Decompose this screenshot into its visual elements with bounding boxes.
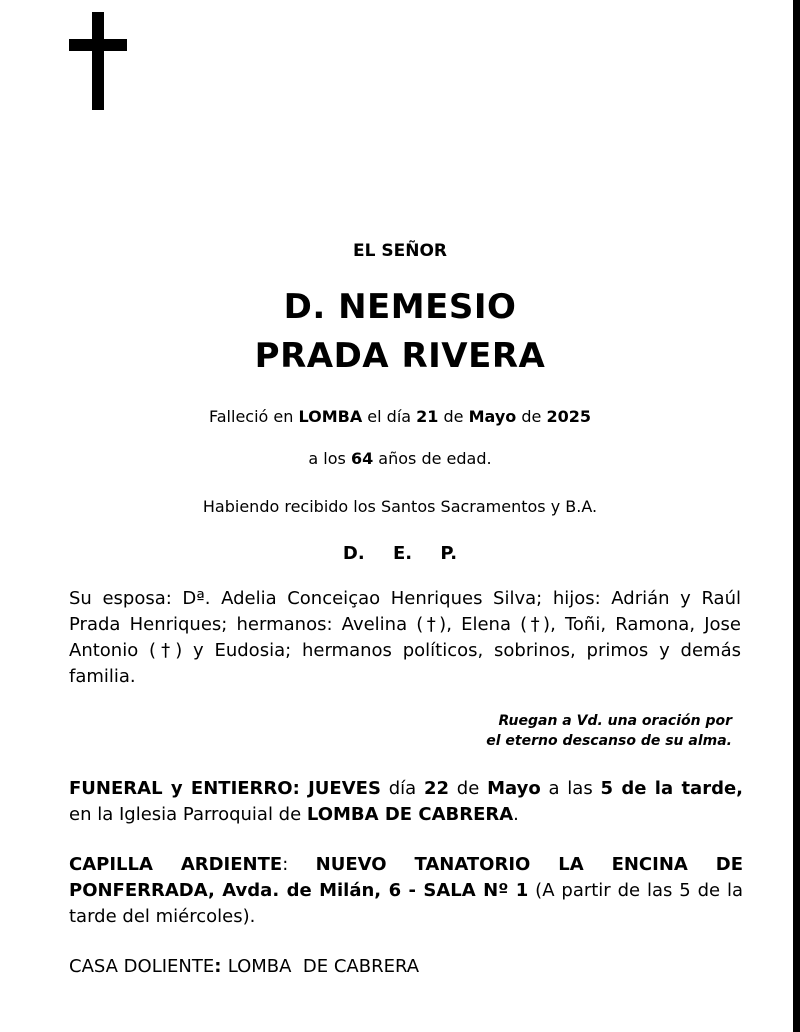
prayer-line2: el eterno descanso de su alma. (486, 733, 732, 749)
funeral-label: FUNERAL y ENTIERRO: JUEVES (69, 778, 381, 799)
death-day: 21 (416, 407, 439, 426)
prayer-line1: Ruegan a Vd. una oración por (498, 713, 732, 729)
death-info: Falleció en LOMBA el día 21 de Mayo de 2025 (209, 407, 591, 426)
age-years: 64 (350, 449, 374, 468)
casa-label: CASA DOLIENTE (69, 956, 215, 977)
funeral-paragraph: FUNERAL y ENTIERRO: JUEVES día 22 de Mayo a las 5 de la tarde, en la Iglesia Parroquial de LOMBA DE CABRERA. (69, 778, 744, 825)
age-info: a los 64 años de edad. (308, 449, 492, 468)
capilla-label: CAPILLA ARDIENTE (69, 854, 283, 875)
dep-line: D. E. P. (342, 543, 458, 564)
prayer-request (332, 711, 732, 751)
death-month: Mayo (468, 407, 517, 426)
casa-place: LOMBA DE CABRERA (227, 956, 420, 977)
capilla-place: NUEVO TANATORIO LA ENCINA DE PONFERRADA, Avda. de Milán, 6 - SALA Nº 1 (69, 854, 743, 901)
capilla-paragraph: CAPILLA ARDIENTE: NUEVO TANATORIO LA ENCINA DE PONFERRADA, Avda. de Milán, 6 - SALA Nº 1 (A partir de las 5 de la tarde del miércoles). (69, 854, 743, 927)
funeral-time: 5 de la tarde, (600, 778, 744, 799)
deceased-name-line2: PRADA RIVERA (254, 336, 546, 376)
heading: EL SEÑOR (353, 241, 447, 261)
casa-doliente: CASA DOLIENTE: LOMBA DE CABRERA (69, 956, 420, 977)
deceased-name-line1: D. NEMESIO (283, 287, 517, 327)
death-place: LOMBA (298, 407, 363, 426)
death-year: 2025 (546, 407, 591, 426)
funeral-place: LOMBA DE CABRERA (306, 804, 514, 825)
sacraments-line: Habiendo recibido los Santos Sacramentos y B.A. (202, 497, 598, 516)
cross-icon (69, 12, 127, 110)
family-paragraph: Su esposa: Dª. Adelia Conceiçao Henriques Silva; hijos: Adrián y Raúl Prada Henriques; hermanos: Avelina (†), Elena (†), Toñi, Ramona, Jose Antonio (†) y Eudosia; hermanos políticos, sobrinos, primos y demás familia. (69, 588, 741, 687)
capilla-note: (A partir de las 5 de la tarde del miércoles). (69, 880, 743, 927)
